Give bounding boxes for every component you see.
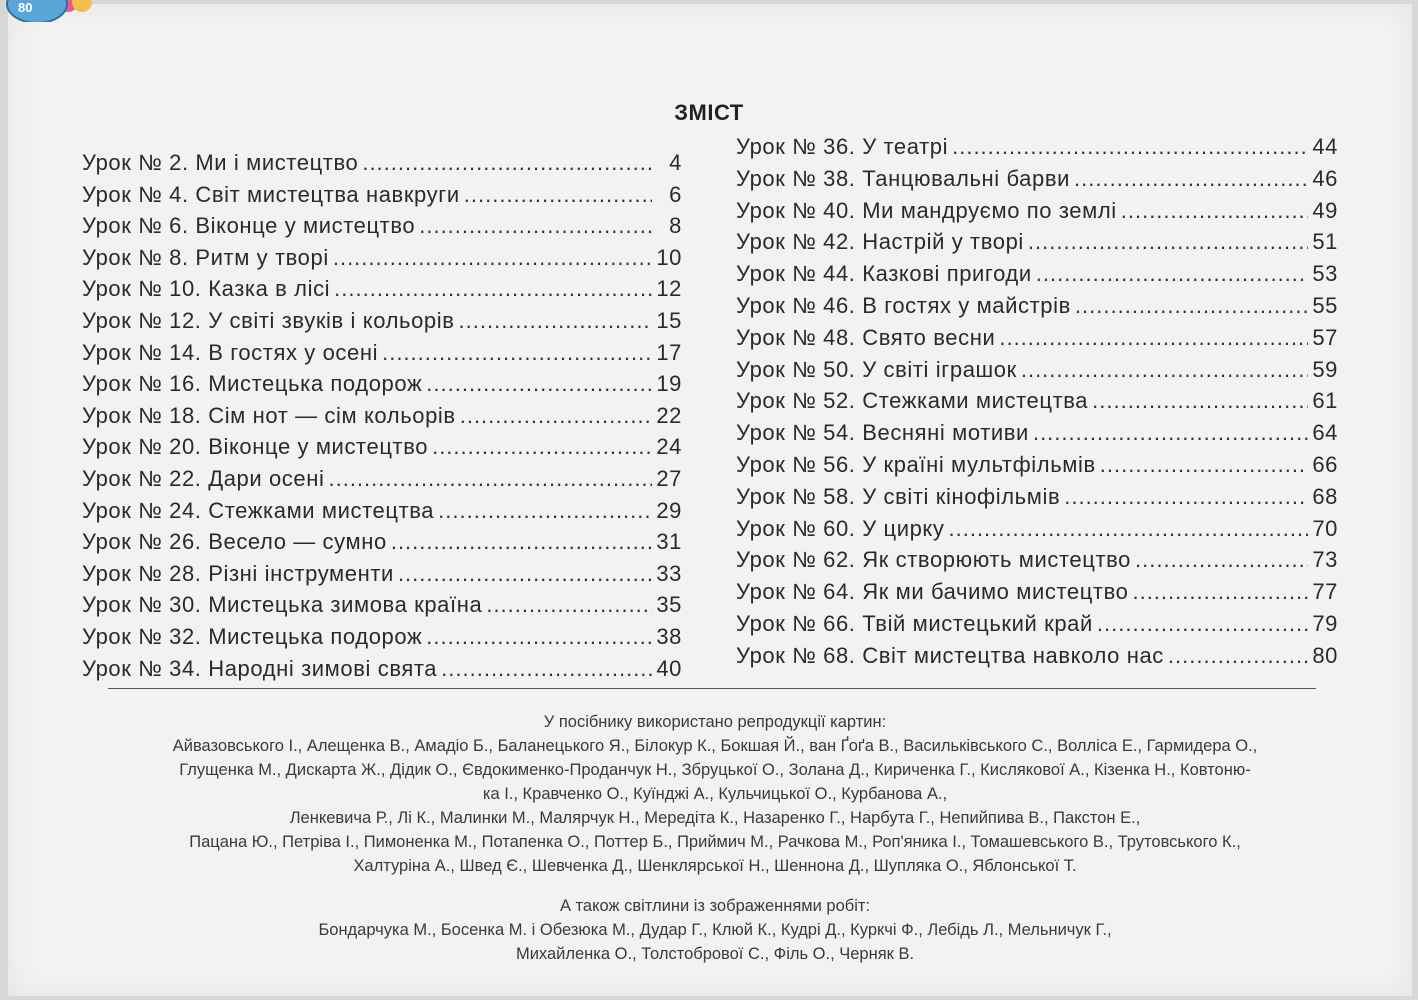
- toc-leader-dots: [1092, 388, 1308, 414]
- toc-entry: [736, 420, 1338, 446]
- toc-entry-page: 27: [656, 466, 682, 491]
- decor-dot-icon: [72, 0, 92, 12]
- toc-entry-title: Урок № 54. Весняні мотиви: [736, 420, 1029, 446]
- badge-number: 80: [18, 0, 33, 15]
- toc-entry-page: 66: [1312, 452, 1338, 477]
- credit-line: Бондарчука М., Босенка М. і Обезюка М., Дудар Г., Клюй К., Кудрі Д., Куркчі Ф., Лебідь Л., Мельничук Г.,: [318, 921, 1112, 939]
- toc-entry-title: Урок № 22. Дари осені: [82, 466, 325, 491]
- toc-entry: [736, 357, 1338, 383]
- photos-credits: [70, 894, 1360, 966]
- toc-entry-title: Урок № 30. Мистецька зимова країна: [82, 592, 483, 618]
- toc-entry: [82, 592, 682, 618]
- toc-entry: [736, 516, 1338, 542]
- toc-leader-dots: [1064, 484, 1308, 510]
- toc-entry-title: Урок № 62. Як створюють мистецтво: [736, 547, 1132, 573]
- toc-leader-dots: [459, 308, 652, 334]
- toc-leader-dots: [1097, 611, 1308, 637]
- toc-entry-page: 40: [656, 655, 682, 681]
- toc-entry-title: Урок № 60. У цирку: [736, 515, 945, 541]
- toc-entry-title: Урок № 46. В гостях у майстрів: [736, 293, 1071, 318]
- toc-entry-title: Урок № 40. Ми мандруємо по землі: [736, 197, 1117, 223]
- toc-entry: [82, 466, 682, 492]
- toc-entry-page: 57: [1312, 324, 1338, 350]
- toc-entry-page: 44: [1312, 134, 1338, 159]
- toc-entry-page: 73: [1312, 547, 1338, 573]
- divider-line: [108, 688, 1316, 689]
- toc-entry-page: 51: [1312, 229, 1338, 255]
- toc-leader-dots: [1028, 229, 1308, 255]
- toc-leader-dots: [334, 276, 652, 302]
- toc-entry-page: 8: [669, 213, 682, 239]
- toc-entry-page: 70: [1312, 515, 1338, 541]
- toc-entry: [82, 182, 682, 208]
- toc-entry-page: 59: [1312, 356, 1338, 382]
- toc-entry-page: 80: [1312, 642, 1338, 668]
- toc-leader-dots: [432, 434, 652, 460]
- credit-line: Айвазовського І., Алещенка В., Амадіо Б., Баланецького Я., Білокур К., Бокшая Й., ван Ґоґа В., Васильківського С., Волліса Е., Гармидера О.,: [172, 737, 1258, 755]
- toc-entry-page: 53: [1312, 261, 1338, 287]
- toc-entry-title: Урок № 52. Стежками мистецтва: [736, 388, 1089, 414]
- toc-entry-page: 64: [1312, 420, 1338, 446]
- toc-entry: [82, 529, 682, 555]
- toc-entry-page: 33: [656, 560, 682, 586]
- toc-entry-title: Урок № 14. В гостях у осені: [82, 339, 379, 365]
- toc-entry-page: 6: [669, 181, 682, 207]
- toc-entry-page: 31: [656, 529, 682, 555]
- toc-entry: [736, 579, 1338, 605]
- toc-entry-title: Урок № 18. Сім нот — сім кольорів: [82, 402, 456, 428]
- toc-entry: [736, 229, 1338, 255]
- toc-leader-dots: [1033, 420, 1308, 446]
- toc-leader-dots: [1132, 579, 1308, 605]
- toc-entry: [736, 166, 1338, 192]
- toc-leader-dots: [328, 466, 652, 492]
- toc-entry: [82, 371, 682, 397]
- toc-entry-title: Урок № 20. Віконце у мистецтво: [82, 434, 429, 460]
- toc-entry-title: Урок № 32. Мистецька подорож: [82, 624, 423, 649]
- toc-entry: [736, 643, 1338, 669]
- toc-leader-dots: [486, 592, 652, 618]
- toc-leader-dots: [1121, 198, 1308, 224]
- toc-leader-dots: [1036, 261, 1308, 287]
- toc-entry: [736, 611, 1338, 637]
- toc-leader-dots: [1135, 547, 1308, 573]
- toc-leader-dots: [464, 182, 652, 208]
- toc-leader-dots: [441, 656, 652, 682]
- toc-entry-page: 17: [656, 339, 682, 365]
- toc-leader-dots: [999, 325, 1308, 351]
- toc-entry-title: Урок № 10. Казка в лісі: [82, 276, 331, 302]
- toc-entry-title: Урок № 36. У театрі: [736, 134, 949, 159]
- page-title: ЗМІСТ: [674, 100, 744, 125]
- toc-entry-title: Урок № 68. Світ мистецтва навколо нас: [736, 642, 1164, 668]
- credit-line: Михайленка О., Толстобрової С., Філь О., Черняк В.: [515, 945, 915, 963]
- toc-entry-page: 68: [1312, 483, 1338, 509]
- toc-leader-dots: [419, 213, 652, 239]
- toc-leader-dots: [949, 516, 1309, 542]
- toc-leader-dots: [460, 403, 652, 429]
- credit-line: Глущенка М., Дискарта Ж., Дідик О., Євдокименко-Проданчук Н., Збруцької О., Золана Д., Кириченка Г., Кислякової А., Кізенка Н., Ковтоню-: [179, 761, 1251, 779]
- toc-entry: [736, 134, 1338, 160]
- toc-entry-page: 22: [656, 402, 682, 428]
- toc-entry: [82, 498, 682, 524]
- toc-entry: [82, 276, 682, 302]
- toc-leader-dots: [1021, 357, 1308, 383]
- toc-entry-page: 24: [656, 434, 682, 460]
- toc-entry-title: Урок № 24. Стежками мистецтва: [82, 497, 435, 523]
- toc-entry: [82, 403, 682, 429]
- toc-entry-title: Урок № 2. Ми і мистецтво: [82, 150, 359, 175]
- credit-line: Ленкевича Р., Лі К., Малинки М., Малярчук Н., Мередіта К., Назаренко Г., Нарбута Г., Непийпива В., Пакстон Е.,: [289, 809, 1141, 827]
- toc-entry-page: 61: [1312, 388, 1338, 414]
- toc-leader-dots: [438, 498, 652, 524]
- toc-entry-title: Урок № 4. Світ мистецтва навкруги: [82, 181, 460, 207]
- toc-entry: [82, 308, 682, 334]
- toc-leader-dots: [398, 561, 652, 587]
- toc-entry-page: 15: [656, 308, 682, 333]
- toc-entry-title: Урок № 48. Свято весни: [736, 324, 996, 350]
- page-number-badge: [0, 0, 95, 22]
- toc-entry-title: Урок № 8. Ритм у творі: [82, 244, 329, 270]
- toc-entry-title: Урок № 16. Мистецька подорож: [82, 371, 423, 397]
- toc-entry-title: Урок № 38. Танцювальні барви: [736, 165, 1071, 191]
- toc-entry-page: 49: [1312, 197, 1338, 223]
- toc-entry-page: 55: [1312, 293, 1338, 318]
- badge-disc: [6, 0, 68, 22]
- toc-entry-page: 4: [669, 150, 682, 175]
- toc-entry-page: 79: [1312, 611, 1338, 636]
- toc-entry-page: 38: [656, 624, 682, 649]
- toc-entry: [736, 261, 1338, 287]
- toc-entry: [82, 561, 682, 587]
- toc-entry-title: Урок № 42. Настрій у творі: [736, 229, 1024, 255]
- toc-leader-dots: [382, 340, 652, 366]
- toc-entry: [82, 150, 682, 176]
- reproductions-credits: [70, 710, 1360, 878]
- toc-entry-title: Урок № 12. У світі звуків і кольорів: [82, 308, 455, 333]
- toc-entry-title: Урок № 58. У світі кінофільмів: [736, 483, 1061, 509]
- toc-entry-page: 46: [1312, 165, 1338, 191]
- toc-entry-title: Урок № 34. Народні зимові свята: [82, 655, 438, 681]
- credit-line: Пацана Ю., Петріва І., Пимоненка М., Потапенка О., Поттер Б., Приймич М., Рачкова М., Роп'яника І., Томашевського В., Трутовського К.,: [189, 833, 1241, 851]
- toc-leader-dots: [333, 245, 652, 271]
- toc-entry: [736, 547, 1338, 573]
- toc-entry-page: 10: [656, 244, 682, 270]
- toc-entry-title: Урок № 64. Як ми бачимо мистецтво: [736, 579, 1129, 605]
- toc-entry: [82, 624, 682, 650]
- toc-leader-dots: [1074, 166, 1308, 192]
- toc-entry: [82, 245, 682, 271]
- toc-entry: [736, 325, 1338, 351]
- toc-leader-dots: [362, 150, 652, 176]
- reproductions-heading: У посібнику використано репродукції картин:: [543, 713, 887, 731]
- toc-leader-dots: [1075, 293, 1308, 319]
- toc-entry-title: Урок № 26. Весело — сумно: [82, 529, 387, 555]
- toc-entry-page: 77: [1312, 579, 1338, 605]
- toc-entry: [82, 656, 682, 682]
- toc-entry-title: Урок № 50. У світі іграшок: [736, 356, 1017, 382]
- toc-entry: [736, 198, 1338, 224]
- toc-entry: [736, 293, 1338, 319]
- toc-entry-title: Урок № 44. Казкові пригоди: [736, 261, 1032, 287]
- toc-entry: [736, 484, 1338, 510]
- toc-entry: [82, 434, 682, 460]
- toc-leader-dots: [426, 371, 652, 397]
- toc-leader-dots: [391, 529, 652, 555]
- toc-entry-title: Урок № 56. У країні мультфільмів: [736, 452, 1096, 477]
- credit-line: Халтуріна А., Швед Є., Шевченка Д., Шенклярської Н., Шеннона Д., Шупляка О., Яблонської Т.: [353, 857, 1077, 875]
- toc-leader-dots: [426, 624, 652, 650]
- toc-entry-title: Урок № 6. Віконце у мистецтво: [82, 213, 416, 239]
- toc-entry-page: 12: [656, 276, 682, 302]
- toc-entry: [82, 340, 682, 366]
- credit-line: ка І., Кравченко О., Куїнджі А., Кульчицької О., Курбанова А.,: [482, 785, 948, 803]
- photos-heading: А також світлини із зображеннями робіт:: [559, 897, 871, 915]
- toc-entry: [82, 213, 682, 239]
- toc-entry-page: 29: [656, 497, 682, 523]
- toc-entry: [736, 452, 1338, 478]
- toc-entry: [736, 388, 1338, 414]
- toc-entry-page: 35: [656, 592, 682, 618]
- toc-entry-title: Урок № 66. Твій мистецький край: [736, 611, 1093, 636]
- toc-entry-page: 19: [656, 371, 682, 397]
- toc-leader-dots: [1168, 643, 1308, 669]
- toc-leader-dots: [952, 134, 1308, 160]
- toc-entry-title: Урок № 28. Різні інструменти: [82, 560, 394, 586]
- toc-leader-dots: [1100, 452, 1308, 478]
